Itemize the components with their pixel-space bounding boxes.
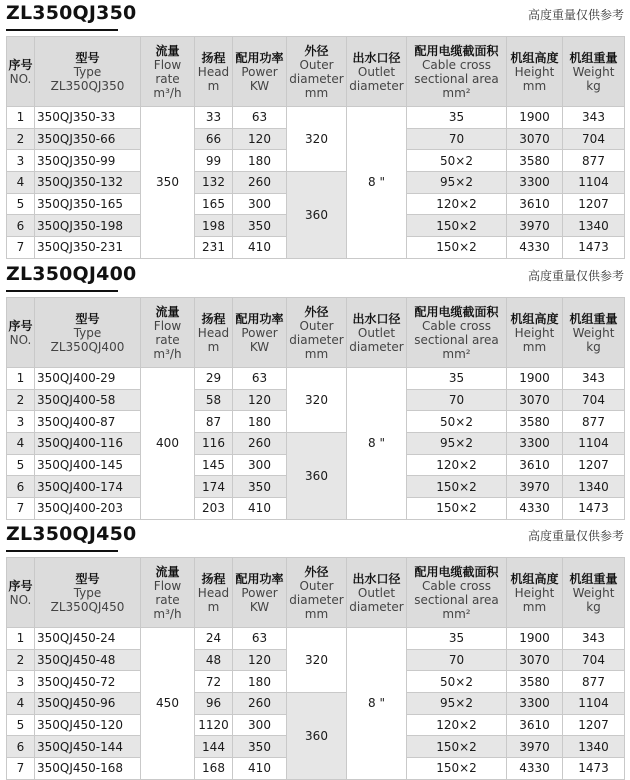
cell-height: 3610 <box>507 714 563 736</box>
spec-table <box>6 557 625 780</box>
cell-flow: 450 <box>141 628 195 780</box>
cell-model: 350QJ450-144 <box>35 736 141 758</box>
header-no: 序号 NO. <box>7 298 35 368</box>
cell-no: 7 <box>7 237 35 259</box>
header-outer-diameter: 外径 Outer diameter mm <box>287 298 347 368</box>
cell-no: 1 <box>7 107 35 129</box>
header-height: 机组高度 Height mm <box>507 298 563 368</box>
cell-power: 63 <box>233 107 287 129</box>
cell-model: 350QJ350-99 <box>35 150 141 172</box>
cell-no: 2 <box>7 389 35 411</box>
cell-no: 4 <box>7 172 35 194</box>
cell-flow: 400 <box>141 368 195 520</box>
cell-cable: 150×2 <box>407 736 507 758</box>
cell-head: 99 <box>195 150 233 172</box>
header-no: 序号 NO. <box>7 37 35 107</box>
cell-height: 3970 <box>507 476 563 498</box>
cell-cable: 120×2 <box>407 714 507 736</box>
cell-height: 3580 <box>507 150 563 172</box>
table-row <box>7 368 625 390</box>
cell-no: 7 <box>7 758 35 780</box>
cell-power: 300 <box>233 714 287 736</box>
cell-cable: 150×2 <box>407 237 507 259</box>
header-no: 序号 NO. <box>7 558 35 628</box>
cell-model: 350QJ350-33 <box>35 107 141 129</box>
header-power: 配用功率 Power KW <box>233 298 287 368</box>
header-row <box>7 37 625 107</box>
header-outlet-diameter: 出水口径 Outlet diameter <box>347 298 407 368</box>
cell-no: 1 <box>7 368 35 390</box>
cell-model: 350QJ400-174 <box>35 476 141 498</box>
cell-weight: 1207 <box>563 193 625 215</box>
cell-power: 410 <box>233 758 287 780</box>
cell-head: 72 <box>195 671 233 693</box>
cell-height: 3070 <box>507 128 563 150</box>
cell-no: 4 <box>7 433 35 455</box>
cell-height: 4330 <box>507 498 563 520</box>
cell-weight: 1207 <box>563 454 625 476</box>
cell-model: 350QJ350-231 <box>35 237 141 259</box>
header-weight: 机组重量 Weight kg <box>563 37 625 107</box>
cell-outer-diameter: 320 <box>287 107 347 172</box>
spec-table <box>6 36 625 259</box>
cell-outer-diameter: 320 <box>287 368 347 433</box>
cell-outlet-diameter: 8 " <box>347 368 407 520</box>
cell-power: 350 <box>233 476 287 498</box>
cell-power: 180 <box>233 150 287 172</box>
cell-weight: 1104 <box>563 172 625 194</box>
cell-no: 2 <box>7 128 35 150</box>
cell-weight: 1340 <box>563 736 625 758</box>
cell-height: 3610 <box>507 454 563 476</box>
cell-weight: 1340 <box>563 476 625 498</box>
cell-head: 198 <box>195 215 233 237</box>
header-head: 扬程 Head m <box>195 37 233 107</box>
cell-weight: 704 <box>563 649 625 671</box>
cell-cable: 95×2 <box>407 433 507 455</box>
cell-model: 350QJ450-48 <box>35 649 141 671</box>
spec-table <box>6 297 625 520</box>
cell-cable: 120×2 <box>407 454 507 476</box>
cell-weight: 704 <box>563 128 625 150</box>
header-cable-area: 配用电缆截面积 Cable cross sectional area mm² <box>407 37 507 107</box>
cell-head: 33 <box>195 107 233 129</box>
cell-power: 180 <box>233 671 287 693</box>
section-zl350qj450 <box>0 521 630 776</box>
cell-no: 5 <box>7 714 35 736</box>
cell-weight: 704 <box>563 389 625 411</box>
cell-power: 300 <box>233 454 287 476</box>
cell-height: 3610 <box>507 193 563 215</box>
title-underline <box>6 290 118 292</box>
table-row <box>7 433 625 455</box>
cell-power: 350 <box>233 736 287 758</box>
cell-head: 168 <box>195 758 233 780</box>
cell-model: 350QJ400-58 <box>35 389 141 411</box>
cell-cable: 50×2 <box>407 671 507 693</box>
cell-model: 350QJ400-203 <box>35 498 141 520</box>
table-row <box>7 172 625 194</box>
title-underline <box>6 29 118 31</box>
header-outlet-diameter: 出水口径 Outlet diameter <box>347 558 407 628</box>
cell-model: 350QJ450-96 <box>35 693 141 715</box>
cell-no: 5 <box>7 454 35 476</box>
section-title: ZL350QJ350 <box>6 2 137 24</box>
header-type: 型号 Type ZL350QJ350 <box>35 37 141 107</box>
cell-head: 24 <box>195 628 233 650</box>
cell-no: 2 <box>7 649 35 671</box>
cell-weight: 1340 <box>563 215 625 237</box>
table-row <box>7 628 625 650</box>
header-type: 型号 Type ZL350QJ450 <box>35 558 141 628</box>
cell-power: 260 <box>233 433 287 455</box>
cell-head: 231 <box>195 237 233 259</box>
cell-weight: 1104 <box>563 433 625 455</box>
cell-weight: 1473 <box>563 758 625 780</box>
reference-note: 高度重量仅供参考 <box>527 529 624 543</box>
header-head: 扬程 Head m <box>195 298 233 368</box>
cell-model: 350QJ400-29 <box>35 368 141 390</box>
cell-weight: 1104 <box>563 693 625 715</box>
cell-head: 145 <box>195 454 233 476</box>
cell-outer-diameter: 320 <box>287 628 347 693</box>
cell-weight: 343 <box>563 107 625 129</box>
cell-height: 3300 <box>507 172 563 194</box>
cell-model: 350QJ450-120 <box>35 714 141 736</box>
cell-head: 87 <box>195 411 233 433</box>
cell-cable: 150×2 <box>407 476 507 498</box>
header-height: 机组高度 Height mm <box>507 558 563 628</box>
header-flow: 流量 Flow rate m³/h <box>141 37 195 107</box>
cell-head: 48 <box>195 649 233 671</box>
cell-height: 4330 <box>507 758 563 780</box>
cell-height: 3070 <box>507 649 563 671</box>
cell-model: 350QJ400-116 <box>35 433 141 455</box>
header-height: 机组高度 Height mm <box>507 37 563 107</box>
cell-cable: 70 <box>407 128 507 150</box>
cell-cable: 35 <box>407 368 507 390</box>
cell-cable: 70 <box>407 389 507 411</box>
cell-no: 3 <box>7 411 35 433</box>
header-weight: 机组重量 Weight kg <box>563 558 625 628</box>
section-zl350qj350 <box>0 0 630 255</box>
cell-power: 180 <box>233 411 287 433</box>
cell-no: 6 <box>7 476 35 498</box>
header-outlet-diameter: 出水口径 Outlet diameter <box>347 37 407 107</box>
cell-no: 1 <box>7 628 35 650</box>
cell-height: 3970 <box>507 215 563 237</box>
cell-cable: 150×2 <box>407 215 507 237</box>
header-flow: 流量 Flow rate m³/h <box>141 298 195 368</box>
cell-outlet-diameter: 8 " <box>347 107 407 259</box>
cell-cable: 35 <box>407 628 507 650</box>
cell-cable: 95×2 <box>407 693 507 715</box>
cell-weight: 1473 <box>563 237 625 259</box>
cell-no: 5 <box>7 193 35 215</box>
cell-no: 7 <box>7 498 35 520</box>
cell-power: 120 <box>233 128 287 150</box>
cell-power: 120 <box>233 389 287 411</box>
cell-cable: 50×2 <box>407 150 507 172</box>
section-zl350qj400 <box>0 261 630 516</box>
cell-weight: 343 <box>563 368 625 390</box>
reference-note: 高度重量仅供参考 <box>527 269 624 283</box>
cell-weight: 1473 <box>563 498 625 520</box>
header-row <box>7 558 625 628</box>
cell-weight: 877 <box>563 150 625 172</box>
header-type: 型号 Type ZL350QJ400 <box>35 298 141 368</box>
cell-height: 1900 <box>507 368 563 390</box>
cell-cable: 35 <box>407 107 507 129</box>
header-cable-area: 配用电缆截面积 Cable cross sectional area mm² <box>407 558 507 628</box>
cell-head: 132 <box>195 172 233 194</box>
cell-no: 6 <box>7 736 35 758</box>
header-row <box>7 298 625 368</box>
cell-head: 96 <box>195 693 233 715</box>
cell-model: 350QJ350-198 <box>35 215 141 237</box>
cell-weight: 1207 <box>563 714 625 736</box>
cell-model: 350QJ350-66 <box>35 128 141 150</box>
cell-cable: 95×2 <box>407 172 507 194</box>
header-cable-area: 配用电缆截面积 Cable cross sectional area mm² <box>407 298 507 368</box>
cell-flow: 350 <box>141 107 195 259</box>
cell-weight: 877 <box>563 671 625 693</box>
cell-power: 63 <box>233 368 287 390</box>
cell-power: 260 <box>233 693 287 715</box>
cell-head: 66 <box>195 128 233 150</box>
cell-power: 410 <box>233 237 287 259</box>
cell-head: 165 <box>195 193 233 215</box>
cell-outer-diameter: 360 <box>287 693 347 780</box>
cell-no: 3 <box>7 150 35 172</box>
header-power: 配用功率 Power KW <box>233 37 287 107</box>
table-row <box>7 693 625 715</box>
cell-height: 3300 <box>507 693 563 715</box>
cell-power: 260 <box>233 172 287 194</box>
cell-height: 3580 <box>507 411 563 433</box>
cell-height: 3070 <box>507 389 563 411</box>
cell-cable: 70 <box>407 649 507 671</box>
cell-cable: 50×2 <box>407 411 507 433</box>
cell-head: 1120 <box>195 714 233 736</box>
cell-head: 203 <box>195 498 233 520</box>
cell-model: 350QJ450-24 <box>35 628 141 650</box>
cell-height: 3300 <box>507 433 563 455</box>
reference-note: 高度重量仅供参考 <box>527 8 624 22</box>
header-outer-diameter: 外径 Outer diameter mm <box>287 37 347 107</box>
cell-no: 4 <box>7 693 35 715</box>
cell-head: 174 <box>195 476 233 498</box>
cell-power: 63 <box>233 628 287 650</box>
cell-cable: 150×2 <box>407 498 507 520</box>
cell-height: 3970 <box>507 736 563 758</box>
cell-head: 144 <box>195 736 233 758</box>
title-underline <box>6 550 118 552</box>
cell-outlet-diameter: 8 " <box>347 628 407 780</box>
cell-head: 116 <box>195 433 233 455</box>
cell-head: 58 <box>195 389 233 411</box>
cell-cable: 120×2 <box>407 193 507 215</box>
header-power: 配用功率 Power KW <box>233 558 287 628</box>
header-head: 扬程 Head m <box>195 558 233 628</box>
cell-model: 350QJ400-145 <box>35 454 141 476</box>
cell-height: 1900 <box>507 107 563 129</box>
header-outer-diameter: 外径 Outer diameter mm <box>287 558 347 628</box>
cell-model: 350QJ450-168 <box>35 758 141 780</box>
cell-cable: 150×2 <box>407 758 507 780</box>
cell-model: 350QJ350-165 <box>35 193 141 215</box>
cell-height: 1900 <box>507 628 563 650</box>
cell-height: 3580 <box>507 671 563 693</box>
header-weight: 机组重量 Weight kg <box>563 298 625 368</box>
cell-no: 6 <box>7 215 35 237</box>
header-flow: 流量 Flow rate m³/h <box>141 558 195 628</box>
cell-outer-diameter: 360 <box>287 172 347 259</box>
cell-model: 350QJ400-87 <box>35 411 141 433</box>
section-title: ZL350QJ450 <box>6 523 137 545</box>
cell-power: 300 <box>233 193 287 215</box>
cell-no: 3 <box>7 671 35 693</box>
cell-power: 120 <box>233 649 287 671</box>
cell-outer-diameter: 360 <box>287 433 347 520</box>
table-row <box>7 107 625 129</box>
section-title: ZL350QJ400 <box>6 263 137 285</box>
cell-weight: 343 <box>563 628 625 650</box>
cell-height: 4330 <box>507 237 563 259</box>
cell-model: 350QJ350-132 <box>35 172 141 194</box>
cell-power: 350 <box>233 215 287 237</box>
cell-head: 29 <box>195 368 233 390</box>
cell-weight: 877 <box>563 411 625 433</box>
cell-model: 350QJ450-72 <box>35 671 141 693</box>
cell-power: 410 <box>233 498 287 520</box>
